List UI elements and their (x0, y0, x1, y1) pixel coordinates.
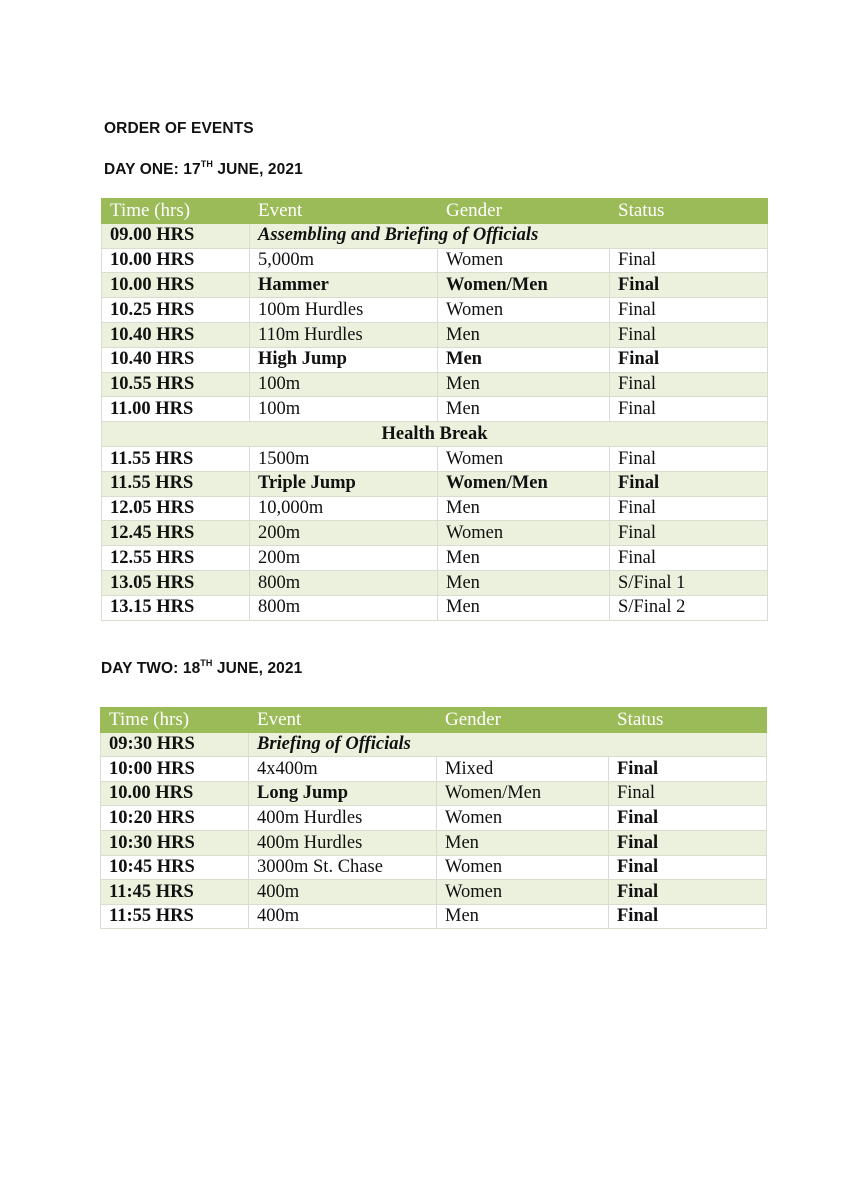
table-row (102, 223, 768, 248)
time-cell: 10.00 HRS (102, 248, 250, 273)
table-row (101, 757, 767, 782)
time-cell: 11:55 HRS (101, 904, 249, 929)
status-cell: Final (610, 397, 768, 422)
status-cell: Final (610, 521, 768, 546)
table-row (101, 904, 767, 929)
time-cell: 12.45 HRS (102, 521, 250, 546)
status-cell: Final (610, 273, 768, 298)
column-header-gender: Gender (438, 199, 610, 224)
table-row (102, 347, 768, 372)
event-cell: 100m (250, 372, 438, 397)
status-cell: Final (610, 372, 768, 397)
note-cell: Assembling and Briefing of Officials (250, 223, 768, 248)
status-cell: Final (610, 298, 768, 323)
table-row (102, 273, 768, 298)
time-cell: 11.00 HRS (102, 397, 250, 422)
status-cell: Final (609, 806, 767, 831)
table-row (102, 570, 768, 595)
page-title: ORDER OF EVENTS (104, 120, 254, 137)
table-row (102, 397, 768, 422)
column-header-time: Time (hrs) (102, 199, 250, 224)
table-row (102, 546, 768, 571)
day-one-heading-date: JUNE, 2021 (212, 161, 303, 179)
table-row (101, 781, 767, 806)
gender-cell: Men (438, 546, 610, 571)
event-cell: 100m Hurdles (250, 298, 438, 323)
table-row (102, 496, 768, 521)
table-row (101, 806, 767, 831)
gender-cell: Women (437, 855, 609, 880)
gender-cell: Women (438, 248, 610, 273)
column-header-status: Status (609, 708, 767, 733)
event-cell: 400m Hurdles (249, 806, 437, 831)
table-row (102, 322, 768, 347)
event-cell: 200m (250, 546, 438, 571)
event-cell: 200m (250, 521, 438, 546)
status-cell: Final (609, 781, 767, 806)
gender-cell: Women (438, 521, 610, 546)
gender-cell: Men (437, 830, 609, 855)
day-one-schedule-table (101, 198, 768, 621)
gender-cell: Women (437, 806, 609, 831)
status-cell: S/Final 1 (610, 570, 768, 595)
event-cell: 100m (250, 397, 438, 422)
column-header-event: Event (249, 708, 437, 733)
table-header-row (102, 199, 768, 224)
event-cell: 4x400m (249, 757, 437, 782)
gender-cell: Men (438, 347, 610, 372)
gender-cell: Men (438, 322, 610, 347)
event-cell: 110m Hurdles (250, 322, 438, 347)
table-row (102, 248, 768, 273)
gender-cell: Men (438, 570, 610, 595)
event-cell: 400m (249, 904, 437, 929)
status-cell: Final (609, 880, 767, 905)
event-cell: 5,000m (250, 248, 438, 273)
column-header-status: Status (610, 199, 768, 224)
table-row (102, 471, 768, 496)
time-cell: 10:45 HRS (101, 855, 249, 880)
gender-cell: Women/Men (438, 471, 610, 496)
table-row (102, 422, 768, 447)
time-cell: 12.05 HRS (102, 496, 250, 521)
day-two-rows (101, 732, 767, 929)
table-row (102, 595, 768, 620)
status-cell: Final (610, 496, 768, 521)
gender-cell: Women/Men (438, 273, 610, 298)
gender-cell: Men (438, 496, 610, 521)
event-cell: 3000m St. Chase (249, 855, 437, 880)
column-header-time: Time (hrs) (101, 708, 249, 733)
time-cell: 10.25 HRS (102, 298, 250, 323)
day-one-heading-ordinal: TH (200, 159, 213, 169)
day-two-schedule-table (100, 707, 767, 929)
status-cell: Final (610, 347, 768, 372)
gender-cell: Men (438, 372, 610, 397)
time-cell: 13.15 HRS (102, 595, 250, 620)
table-row (102, 521, 768, 546)
event-cell: 1500m (250, 446, 438, 471)
time-cell: 11.55 HRS (102, 446, 250, 471)
table-row (102, 446, 768, 471)
event-cell: Triple Jump (250, 471, 438, 496)
time-cell: 11:45 HRS (101, 880, 249, 905)
time-cell: 10.40 HRS (102, 322, 250, 347)
status-cell: Final (610, 248, 768, 273)
note-cell: Briefing of Officials (249, 732, 767, 757)
column-header-gender: Gender (437, 708, 609, 733)
status-cell: Final (609, 855, 767, 880)
event-cell: 400m Hurdles (249, 830, 437, 855)
status-cell: Final (609, 830, 767, 855)
status-cell: Final (609, 757, 767, 782)
table-row (101, 880, 767, 905)
status-cell: Final (610, 471, 768, 496)
gender-cell: Women (438, 298, 610, 323)
day-two-heading (101, 659, 302, 678)
time-cell: 11.55 HRS (102, 471, 250, 496)
time-cell: 10:30 HRS (101, 830, 249, 855)
column-header-event: Event (250, 199, 438, 224)
table-row (101, 732, 767, 757)
break-cell: Health Break (102, 422, 768, 447)
status-cell: Final (610, 546, 768, 571)
day-one-rows (102, 223, 768, 620)
time-cell: 13.05 HRS (102, 570, 250, 595)
time-cell: 10.00 HRS (102, 273, 250, 298)
gender-cell: Men (438, 595, 610, 620)
time-cell: 10.55 HRS (102, 372, 250, 397)
time-cell: 10:00 HRS (101, 757, 249, 782)
table-row (102, 372, 768, 397)
day-one-heading-text: DAY ONE: 17 (104, 161, 201, 179)
status-cell: S/Final 2 (610, 595, 768, 620)
event-cell: Long Jump (249, 781, 437, 806)
event-cell: 10,000m (250, 496, 438, 521)
time-cell: 09.00 HRS (102, 223, 250, 248)
day-two-heading-ordinal: TH (200, 658, 213, 668)
day-two-heading-date: JUNE, 2021 (212, 660, 303, 678)
status-cell: Final (610, 322, 768, 347)
table-row (102, 298, 768, 323)
time-cell: 10:20 HRS (101, 806, 249, 831)
event-cell: High Jump (250, 347, 438, 372)
time-cell: 10.40 HRS (102, 347, 250, 372)
day-two-heading-text: DAY TWO: 18 (101, 660, 201, 678)
table-row (101, 830, 767, 855)
gender-cell: Women/Men (437, 781, 609, 806)
gender-cell: Women (437, 880, 609, 905)
table-header-row (101, 708, 767, 733)
event-cell: 800m (250, 595, 438, 620)
status-cell: Final (609, 904, 767, 929)
gender-cell: Mixed (437, 757, 609, 782)
time-cell: 12.55 HRS (102, 546, 250, 571)
status-cell: Final (610, 446, 768, 471)
event-cell: Hammer (250, 273, 438, 298)
time-cell: 09:30 HRS (101, 732, 249, 757)
table-row (101, 855, 767, 880)
gender-cell: Women (438, 446, 610, 471)
event-cell: 400m (249, 880, 437, 905)
gender-cell: Men (438, 397, 610, 422)
event-cell: 800m (250, 570, 438, 595)
time-cell: 10.00 HRS (101, 781, 249, 806)
gender-cell: Men (437, 904, 609, 929)
day-one-heading (104, 160, 303, 179)
